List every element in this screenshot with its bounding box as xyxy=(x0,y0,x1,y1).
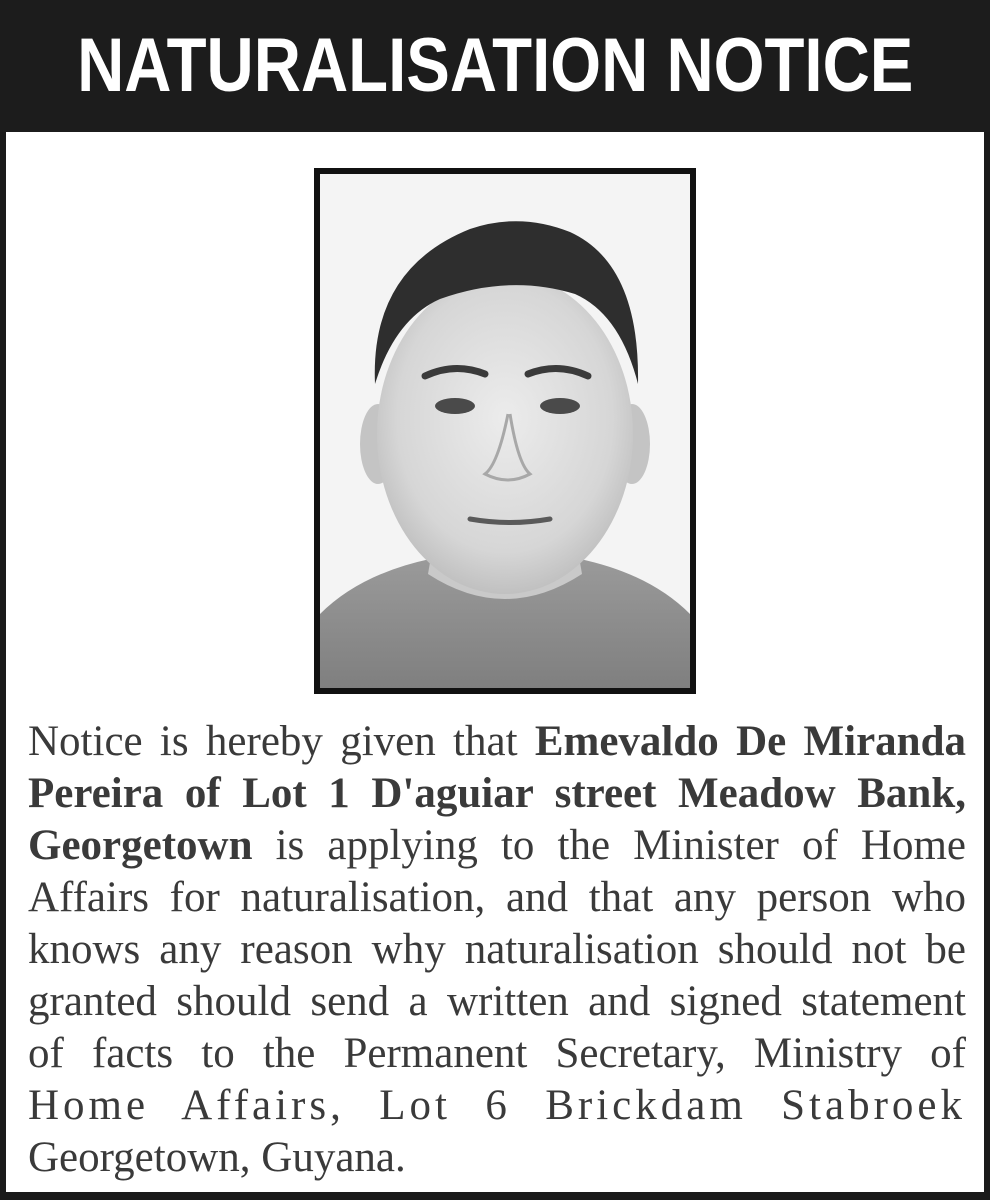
notice-line xyxy=(28,768,966,820)
notice-line xyxy=(28,1132,966,1184)
notice-text: Affairs for naturalisation, and that any person who xyxy=(28,874,966,921)
notice-body xyxy=(28,716,966,1184)
notice-text: Home Affairs, Lot 6 Brickdam Stabroek xyxy=(28,1082,966,1129)
notice-title: NATURALISATION NOTICE xyxy=(76,23,914,108)
notice-line xyxy=(28,1028,966,1080)
notice-line xyxy=(28,820,966,872)
notice-text: granted should send a written and signed statement xyxy=(28,978,966,1025)
applicant-city: Georgetown xyxy=(28,822,253,869)
applicant-name: Emevaldo De Miranda xyxy=(534,718,966,765)
notice-line xyxy=(28,924,966,976)
portrait-photo-icon xyxy=(320,174,690,688)
notice-text: Georgetown, Guyana. xyxy=(28,1134,406,1181)
notice-text: of facts to the Permanent Secretary, Ministry of xyxy=(28,1030,966,1077)
notice-line xyxy=(28,976,966,1028)
notice-line xyxy=(28,1080,966,1132)
applicant-address: Pereira of Lot 1 D'aguiar street Meadow Bank, xyxy=(28,770,966,817)
notice-text: Notice is hereby given that xyxy=(28,718,535,765)
portrait-photo xyxy=(314,168,696,694)
notice-text: is applying to the Minister of Home xyxy=(252,822,966,869)
header-bar xyxy=(0,0,990,132)
notice-line xyxy=(28,716,966,768)
notice-line xyxy=(28,872,966,924)
notice-text: knows any reason why naturalisation should not be xyxy=(28,926,966,973)
